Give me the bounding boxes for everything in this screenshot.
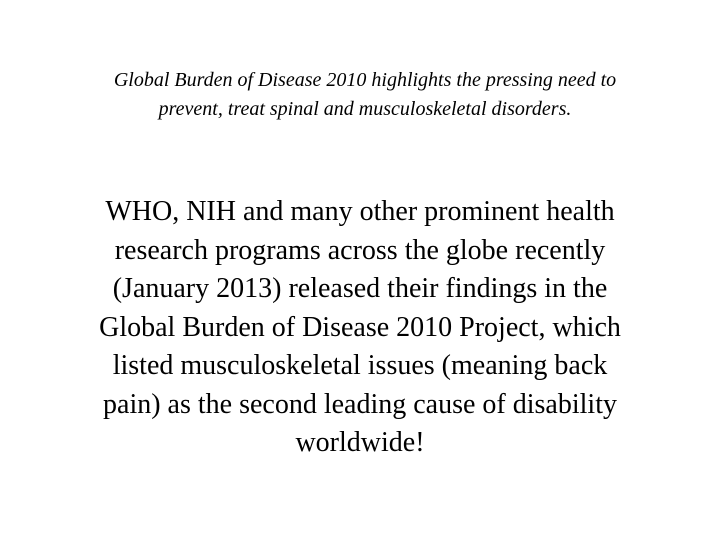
body-line-6: pain) as the second leading cause of disability bbox=[103, 388, 617, 420]
slide-title-line-2: prevent, treat spinal and musculoskeletal disorders. bbox=[158, 98, 572, 120]
body-line-3: (January 2013) released their findings in the bbox=[112, 273, 608, 304]
body-line-5: listed musculoskeletal issues (meaning back bbox=[112, 350, 608, 381]
body-line-4: Global Burden of Disease 2010 Project, which bbox=[99, 311, 621, 343]
body-line-1: WHO, NIH and many other prominent health bbox=[105, 196, 615, 227]
slide-title bbox=[60, 66, 670, 124]
body-line-2: research programs across the globe recently bbox=[114, 234, 606, 266]
body-line-7: worldwide! bbox=[295, 427, 425, 458]
slide-title-line-1: Global Burden of Disease 2010 highlights the pressing need to bbox=[113, 69, 617, 91]
slide-body-text bbox=[40, 193, 680, 463]
